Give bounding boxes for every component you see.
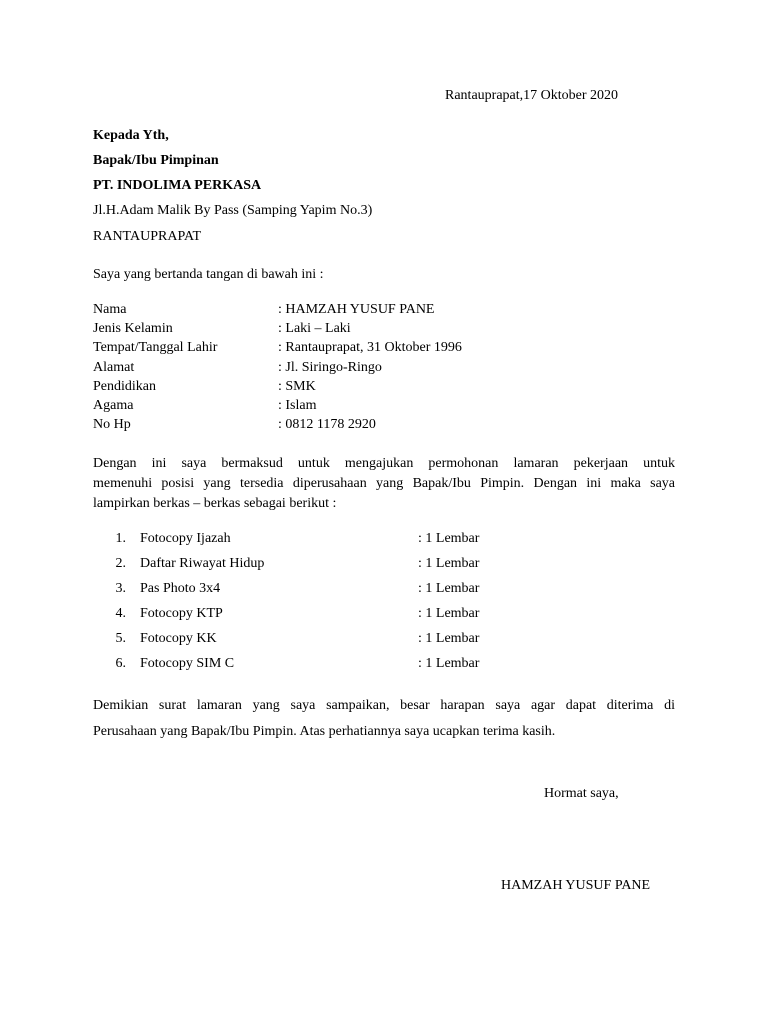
list-number: 5.: [115, 631, 126, 646]
identity-value: : Rantauprapat, 31 Oktober 1996: [278, 340, 462, 355]
attachment-qty: : 1 Lembar: [418, 631, 480, 646]
signature-name: HAMZAH YUSUF PANE: [501, 878, 651, 893]
list-number: 2.: [115, 556, 126, 571]
place-date: Rantauprapat,17 Oktober 2020: [445, 88, 619, 103]
list-number: 4.: [115, 606, 126, 621]
identity-label: Tempat/Tanggal Lahir: [93, 340, 218, 355]
identity-value: : Islam: [278, 398, 317, 413]
attachment-name: Fotocopy Ijazah: [140, 531, 231, 546]
recipient-company: PT. INDOLIMA PERKASA: [93, 178, 262, 193]
recipient-address: Jl.H.Adam Malik By Pass (Samping Yapim No.3): [93, 203, 373, 218]
attachment-qty: : 1 Lembar: [418, 531, 480, 546]
attachment-name: Fotocopy SIM C: [140, 656, 235, 671]
attachment-name: Daftar Riwayat Hidup: [140, 556, 265, 571]
list-number: 3.: [115, 581, 126, 596]
identity-label: No Hp: [93, 417, 131, 432]
identity-label: Alamat: [93, 360, 135, 375]
identity-value: : SMK: [278, 379, 316, 394]
paragraph-line: Perusahaan yang Bapak/Ibu Pimpin. Atas perhatiannya saya ucapkan terima kasih.: [93, 724, 556, 739]
attachment-name: Fotocopy KK: [140, 631, 217, 646]
identity-value: : 0812 1178 2920: [278, 417, 376, 432]
recipient-title: Bapak/Ibu Pimpinan: [93, 153, 219, 168]
attachment-name: Fotocopy KTP: [140, 606, 223, 621]
paragraph-line: Dengan ini saya bermaksud untuk mengajukan permohonan lamaran pekerjaan untuk: [93, 457, 675, 471]
recipient-city: RANTAUPRAPAT: [93, 229, 202, 244]
attachment-name: Pas Photo 3x4: [140, 581, 221, 596]
intro-text: Saya yang bertanda tangan di bawah ini :: [93, 267, 324, 282]
identity-label: Nama: [93, 302, 127, 317]
attachment-qty: : 1 Lembar: [418, 656, 480, 671]
paragraph-line: lampirkan berkas – berkas sebagai berikut :: [93, 496, 337, 511]
paragraph-line: memenuhi posisi yang tersedia diperusahaan yang Bapak/Ibu Pimpin. Dengan ini maka saya: [93, 477, 675, 491]
attachment-qty: : 1 Lembar: [418, 606, 480, 621]
list-number: 6.: [115, 656, 126, 671]
identity-value: : Jl. Siringo-Ringo: [278, 360, 382, 375]
identity-value: : Laki – Laki: [278, 321, 351, 336]
identity-label: Agama: [93, 398, 134, 413]
recipient-greeting: Kepada Yth,: [93, 128, 169, 143]
identity-value: : HAMZAH YUSUF PANE: [278, 302, 435, 317]
identity-label: Pendidikan: [93, 379, 156, 394]
list-number: 1.: [115, 531, 126, 546]
attachment-qty: : 1 Lembar: [418, 581, 480, 596]
identity-label: Jenis Kelamin: [93, 321, 173, 336]
paragraph-line: Demikian surat lamaran yang saya sampaikan, besar harapan saya agar dapat diterima di: [93, 699, 675, 713]
regards-text: Hormat saya,: [544, 786, 619, 801]
attachment-qty: : 1 Lembar: [418, 556, 480, 571]
